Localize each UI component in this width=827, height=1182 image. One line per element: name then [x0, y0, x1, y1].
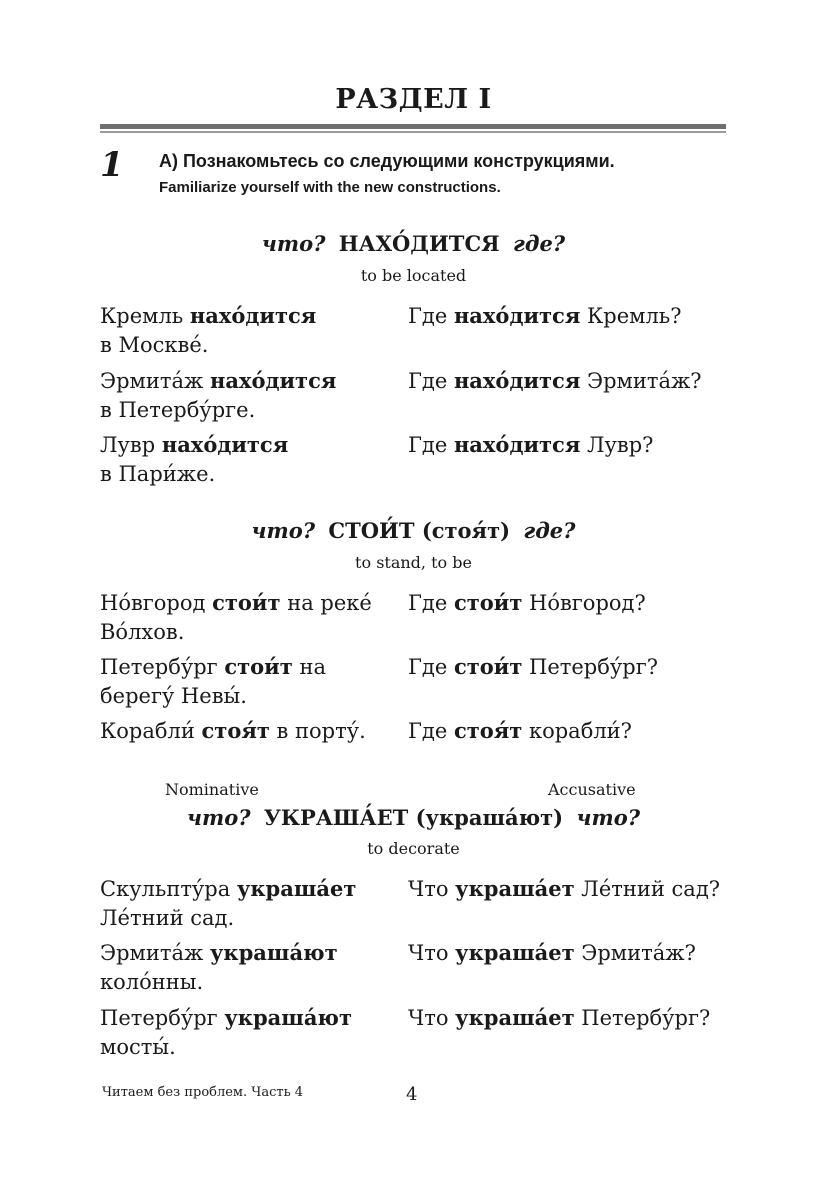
case-label-accusative: Accusative — [548, 780, 636, 799]
question-word: что? — [186, 805, 251, 830]
example-statement: Но́вгород стои́т на реке́ Во́лхов. — [100, 590, 372, 644]
construction-heading — [0, 518, 827, 543]
question-word: что? — [576, 805, 641, 830]
example-statement: Корабли́ стоя́т в порту́. — [100, 718, 366, 743]
example-question: Где стои́т Петербу́рг? — [408, 654, 658, 679]
example-question: Что украша́ет Эрмита́ж? — [408, 940, 696, 965]
construction-verb: СТОИ́Т (стоя́т) — [328, 518, 511, 543]
section-title: РАЗДЕЛ I — [335, 84, 492, 115]
example-question: Где стоя́т корабли́? — [408, 718, 632, 743]
title-rule-thick — [100, 124, 726, 129]
instruction-russian: А) Познакомьтесь со следующими конструкциями. — [159, 151, 615, 171]
footer-book-title: Читаем без проблем. Часть 4 — [102, 1085, 304, 1100]
case-label-nominative: Nominative — [165, 780, 259, 799]
exercise-number: 1 — [100, 145, 124, 185]
example-statement: Скульпту́ра украша́ет Ле́тний сад. — [100, 876, 357, 930]
example-question: Что украша́ет Петербу́рг? — [408, 1005, 711, 1030]
example-question: Где нахо́дится Кремль? — [408, 303, 682, 328]
construction-heading — [0, 231, 827, 256]
construction-verb: УКРАША́ЕТ (украша́ют) — [263, 805, 564, 830]
example-statement: Эрмита́ж нахо́дится в Петербу́рге. — [100, 368, 337, 422]
construction-gloss: to be located — [360, 266, 467, 285]
instruction-english: Familiarize yourself with the new constructions. — [159, 179, 501, 196]
construction-gloss: to decorate — [367, 839, 460, 858]
page-number: 4 — [406, 1084, 418, 1105]
example-statement: Петербу́рг украша́ют мосты́. — [100, 1005, 352, 1059]
example-statement: Эрмита́ж украша́ют коло́нны. — [100, 940, 338, 994]
question-word: что? — [251, 518, 316, 543]
example-question: Где стои́т Но́вгород? — [408, 590, 646, 615]
example-statement: Кремль нахо́дится в Москве́. — [100, 303, 317, 357]
title-rule-thin — [100, 131, 726, 133]
question-word: где? — [523, 518, 576, 543]
example-statement: Петербу́рг стои́т на берегу́ Невы́. — [100, 654, 326, 708]
example-question: Где нахо́дится Эрмита́ж? — [408, 368, 702, 393]
construction-heading — [0, 805, 827, 830]
construction-gloss: to stand, to be — [355, 553, 472, 572]
construction-verb: НАХО́ДИТСЯ — [338, 231, 500, 256]
question-word: что? — [261, 231, 326, 256]
example-question: Что украша́ет Ле́тний сад? — [408, 876, 721, 901]
example-question: Где нахо́дится Лувр? — [408, 432, 654, 457]
question-word: где? — [513, 231, 566, 256]
example-statement: Лувр нахо́дится в Пари́же. — [100, 432, 289, 486]
